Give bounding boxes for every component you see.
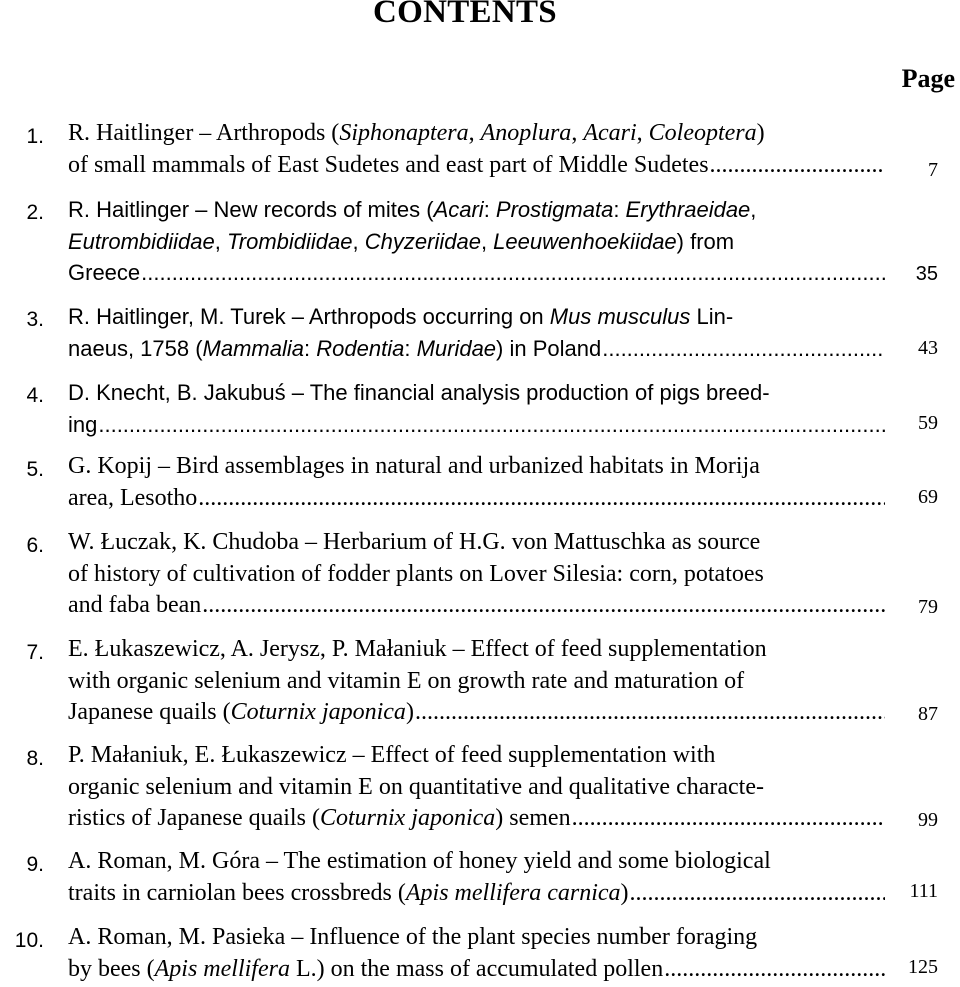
leader-dots — [630, 878, 885, 910]
entry-page-number: 87 — [918, 703, 938, 725]
entry-line: ristics of Japanese quails (Coturnix japonica) semen — [68, 805, 571, 831]
entry-page-number: 111 — [909, 880, 938, 902]
entry-page-number: 69 — [918, 486, 938, 508]
entry-line: W. Łuczak, K. Chudoba – Herbarium of H.G. von Mattuschka as source — [68, 529, 761, 555]
entry-line: by bees (Apis mellifera L.) on the mass of accumulated pollen — [68, 955, 664, 982]
entry-text — [68, 922, 885, 985]
entry-text — [68, 118, 885, 181]
entry-line: P. Małaniuk, E. Łukaszewicz – Effect of feed supplementation with — [68, 742, 716, 768]
entry-number: 5. — [26, 458, 44, 481]
entry-number: 8. — [26, 747, 44, 770]
entry-line-last — [68, 803, 885, 835]
entry-line: A. Roman, M. Pasieka – Influence of the plant species number foraging — [68, 924, 758, 950]
entry-line-last — [68, 590, 885, 622]
entry-number: 4. — [26, 384, 44, 407]
entry-line: with organic selenium and vitamin E on growth rate and maturation of — [68, 667, 745, 694]
entry-line-last — [68, 954, 885, 986]
entry-line: Greece — [68, 260, 141, 285]
entry-page-number: 99 — [918, 809, 938, 831]
entry-number: 6. — [26, 534, 44, 557]
entry-text — [68, 377, 885, 440]
entry-line: area, Lesotho — [68, 484, 198, 511]
entry-line: R. Haitlinger – New records of mites (Acari: Prostigmata: Erythraeidae, — [68, 197, 757, 222]
entry-number: 10. — [14, 929, 44, 952]
entry-line: Eutrombidiidae, Trombidiidae, Chyzeriidae, Leeuwenhoekiidae) from — [68, 228, 735, 254]
entry-line-last — [68, 697, 885, 729]
entry-text — [68, 451, 885, 514]
entry-text — [68, 194, 885, 289]
leader-dots — [602, 333, 885, 365]
entry-text — [68, 846, 885, 909]
entry-number: 7. — [26, 641, 44, 664]
entry-page-number: 79 — [918, 596, 938, 618]
entry-text — [68, 740, 885, 835]
entry-page-number: 35 — [915, 263, 938, 285]
entry-line: ing — [68, 411, 98, 437]
leader-dots — [415, 697, 885, 729]
entry-line: of small mammals of East Sudetes and east part of Middle Sudetes — [68, 151, 709, 178]
leader-dots — [710, 150, 885, 182]
page-title: CONTENTS — [373, 0, 557, 30]
entry-text — [68, 634, 885, 729]
leader-dots — [664, 954, 885, 986]
entry-line-last — [68, 409, 885, 441]
leader-dots — [141, 257, 885, 289]
entry-number: 1. — [26, 125, 44, 148]
entry-page-number: 7 — [928, 159, 938, 181]
entry-line: traits in carniolan bees crossbreds (Apis mellifera carnica) — [68, 879, 629, 906]
entry-page-number: 59 — [918, 412, 938, 434]
entry-page-number: 125 — [908, 956, 938, 978]
entry-line-last — [68, 257, 885, 289]
entry-line: Japanese quails (Coturnix japonica) — [68, 699, 414, 725]
entry-text — [68, 301, 885, 364]
leader-dots — [98, 409, 885, 441]
entry-number: 9. — [26, 853, 44, 876]
entry-line-last — [68, 483, 885, 515]
entry-number: 2. — [26, 201, 44, 224]
entry-line-last — [68, 333, 885, 365]
entry-line: A. Roman, M. Góra – The estimation of honey yield and some biological — [68, 848, 771, 874]
entry-line: D. Knecht, B. Jakubuś – The financial analysis production of pigs breed- — [68, 380, 770, 405]
entry-page-number: 43 — [918, 337, 938, 359]
entry-text — [68, 527, 885, 622]
leader-dots — [202, 590, 885, 622]
entry-line: R. Haitlinger, M. Turek – Arthropods occurring on Mus musculus Lin- — [68, 304, 734, 329]
entry-line-last — [68, 878, 885, 910]
entry-line: naeus, 1758 (Mammalia: Rodentia: Muridae) in Poland — [68, 335, 602, 361]
entry-line: of history of cultivation of fodder plants on Lover Silesia: corn, potatoes — [68, 560, 764, 587]
entry-line: G. Kopij – Bird assemblages in natural and urbanized habitats in Morija — [68, 453, 760, 479]
leader-dots — [572, 803, 885, 835]
entry-line-last — [68, 150, 885, 182]
leader-dots — [198, 483, 885, 515]
page-column-label: Page — [901, 64, 955, 93]
entry-line: R. Haitlinger – Arthropods (Siphonaptera, Anoplura, Acari, Coleoptera) — [68, 120, 765, 146]
entry-line: E. Łukaszewicz, A. Jerysz, P. Małaniuk – Effect of feed supplementation — [68, 636, 767, 662]
entry-line: organic selenium and vitamin E on quantitative and qualitative characte- — [68, 773, 764, 800]
entry-number: 3. — [26, 308, 44, 331]
entry-line: and faba bean — [68, 592, 202, 618]
